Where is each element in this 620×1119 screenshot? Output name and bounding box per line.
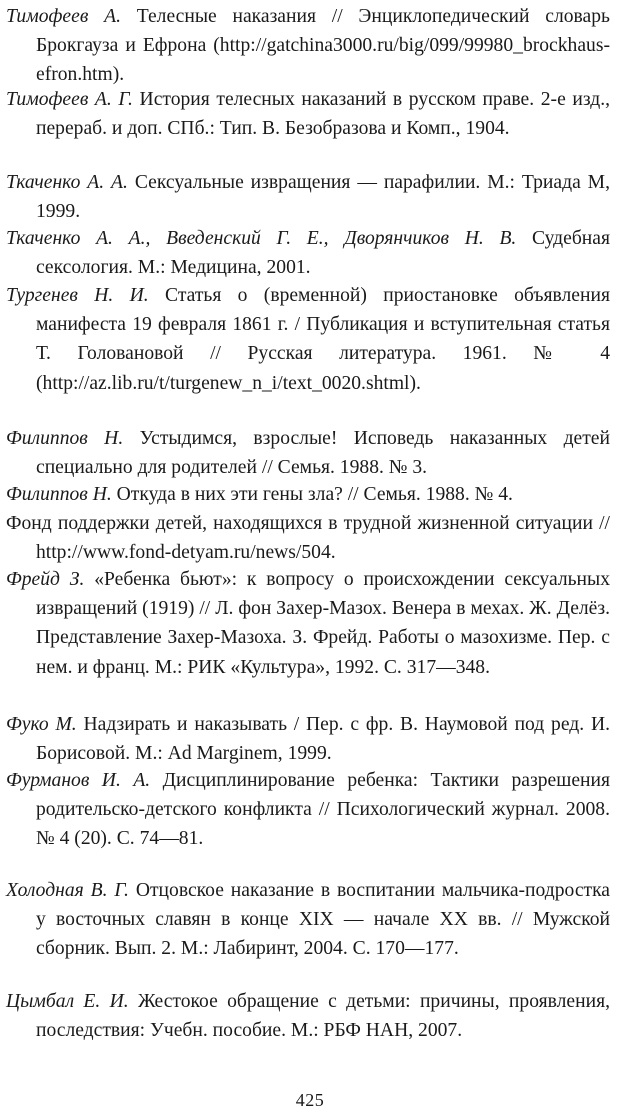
entry-author: Холодная В. Г. <box>6 880 129 901</box>
entry-text: Телесные наказания // Энциклопедический словарь Брокгауза и Ефрона (http://gatchina3000.ru/big/099/99980_brockhaus-efron.htm). <box>36 6 610 86</box>
entry-author: Фрейд З. <box>6 569 85 590</box>
entry-text: История телесных наказаний в русском праве. 2-е изд., перераб. и доп. СПб.: Тип. В. Безобразова и Комп., 1904. <box>36 89 610 140</box>
entry-author: Ткаченко А. А. <box>6 172 128 193</box>
bibliography-entry <box>6 224 610 282</box>
entry-text: Отцовское наказание в воспитании мальчика-подростка у восточных славян в конце XIX — начале XX вв. // Мужской сборник. Вып. 2. М.: Лабиринт, 2004. С. 170—177. <box>36 880 611 960</box>
entry-text: Жестокое обращение с детьми: причины, проявления, последствия: Учебн. пособие. М.: РБФ НАН, 2007. <box>36 991 610 1042</box>
entry-author: Тимофеев А. <box>6 6 121 27</box>
entry-author: Фуко М. <box>6 714 77 735</box>
bibliography-entry <box>6 876 610 964</box>
entry-author: Ткаченко А. А., Введенский Г. Е., Дворянчиков Н. В. <box>6 228 517 249</box>
entry-author: Филиппов Н. <box>6 484 112 505</box>
bibliography-entry <box>6 565 610 682</box>
entry-text: Сексуальные извращения — парафилии. М.: Триада М, 1999. <box>36 172 610 223</box>
bibliography-entry <box>6 766 610 854</box>
bibliography-entry <box>6 281 610 398</box>
entry-text: «Ребенка бьют»: к вопросу о происхождении сексуальных извращений (1919) // Л. фон Захер-Мазох. Венера в мехах. Ж. Делёз. Представление Захер-Мазоха. З. Фрейд. Работы о мазохизме. Пер. с нем. и франц. М.: РИК «Культура», 1992. С. 317—348. <box>36 569 610 678</box>
bibliography-entry <box>6 168 610 226</box>
entry-text: Надзирать и наказывать / Пер. с фр. В. Наумовой под ред. И. Борисовой. М.: Ad Marginem, 1999. <box>36 714 610 765</box>
bibliography-entry <box>6 424 610 482</box>
bibliography-entry <box>6 480 610 509</box>
entry-author: Фурманов И. А. <box>6 770 151 791</box>
entry-text: Судебная сексология. М.: Медицина, 2001. <box>36 228 611 279</box>
bibliography-entry <box>6 987 610 1045</box>
bibliography-entry <box>6 710 610 768</box>
bibliography-entry <box>6 2 610 90</box>
entry-author: Тимофеев А. Г. <box>6 89 133 110</box>
entry-author: Филиппов Н. <box>6 428 124 449</box>
entry-author: Цымбал Е. И. <box>6 991 129 1012</box>
bibliography-entry <box>6 509 610 567</box>
page-number: 425 <box>295 1090 325 1110</box>
entry-text: Дисциплинирование ребенка: Тактики разрешения родительско-детского конфликта // Психологический журнал. 2008. № 4 (20). С. 74—81. <box>36 770 610 850</box>
entry-text: Фонд поддержки детей, находящихся в трудной жизненной ситуации // http://www.fond-detyam.ru/news/504. <box>6 513 610 564</box>
entry-author: Тургенев Н. И. <box>6 285 149 306</box>
entry-text: Статья о (временной) приостановке объявления манифеста 19 февраля 1861 г. / Публикация и вступительная статья Т. Головановой // Русская литература. 1961. № 4 (http://az.lib.ru/t/turgenew_n_i/text_0020.shtml). <box>36 285 610 394</box>
bibliography-entry <box>6 85 610 143</box>
entry-text: Устыдимся, взрослые! Исповедь наказанных детей специально для родителей // Семья. 1988. № 3. <box>36 428 610 479</box>
entry-text: Откуда в них эти гены зла? // Семья. 1988. № 4. <box>111 484 513 505</box>
